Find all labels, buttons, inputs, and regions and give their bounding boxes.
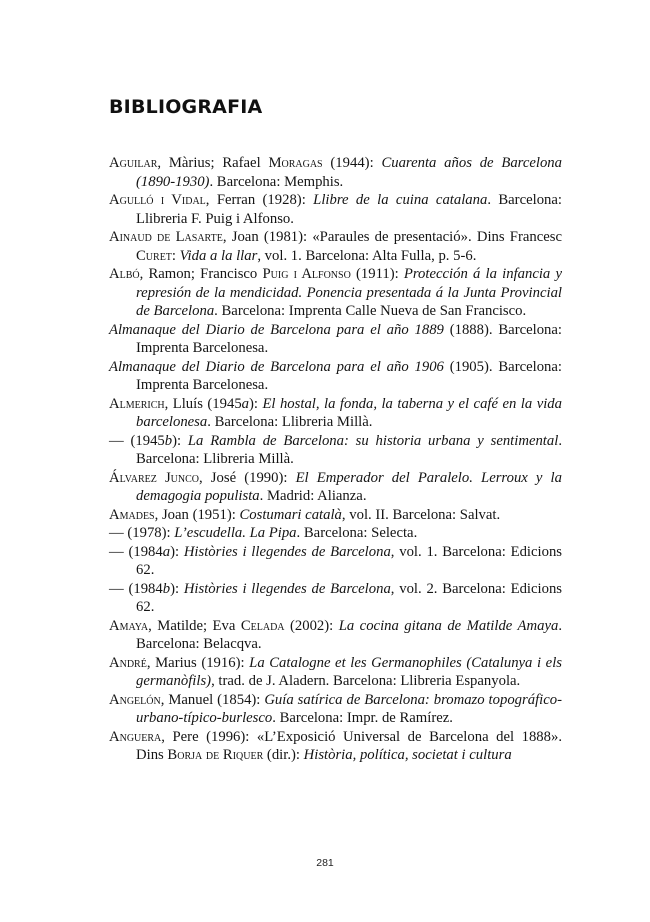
- entry-text: (1905). Barcelona: Imprenta Barcelonesa.: [136, 358, 562, 393]
- entry-text: (dir.):: [263, 747, 304, 763]
- bibliography-entry: [109, 395, 562, 432]
- author-name: André: [109, 654, 147, 671]
- page-title: BIBLIOGRAFIA: [109, 96, 263, 118]
- italic-title: a: [162, 543, 171, 560]
- author-name: Albó: [109, 266, 140, 282]
- entry-text: . Barcelona: Impr. de Ramírez.: [272, 710, 453, 726]
- bibliography-entry: [109, 321, 562, 358]
- entry-text: — (1984: [109, 580, 163, 597]
- bibliography-entry: [109, 524, 562, 543]
- entry-text: , Lluís (1945: [164, 395, 242, 412]
- author-name: Ainaud de Lasarte: [109, 229, 223, 245]
- bibliography-entry: [109, 543, 562, 580]
- bibliography-entry: [109, 506, 562, 525]
- italic-title: Almanaque del Diario de Barcelona para el año 1889: [109, 321, 444, 338]
- bibliography-entry: [109, 191, 562, 228]
- entry-text: , Ferran (1928):: [205, 192, 314, 208]
- italic-title: L’escudella. La Pipa: [174, 525, 297, 541]
- bibliography-entry: [109, 228, 562, 265]
- author-name: Anguera: [109, 728, 162, 745]
- entry-text: — (1984: [109, 543, 163, 560]
- italic-title: Guía satírica de Barcelona: bromazo topográfico-urbano-típico-burlesco: [136, 691, 562, 726]
- italic-title: Històries i llegendes de Barcelona: [183, 543, 391, 560]
- bibliography-entry: [109, 728, 562, 765]
- italic-title: Cuarenta años de Barcelona (1890-1930): [136, 155, 562, 190]
- entry-text: , vol. 1. Barcelona: Edicions 62.: [136, 543, 562, 578]
- bibliography-entry: [109, 691, 562, 728]
- entry-text: , Joan (1951):: [154, 506, 240, 523]
- bibliography-entry: [109, 358, 562, 395]
- bibliography-list: [109, 154, 562, 765]
- entry-text: (2002):: [284, 617, 339, 634]
- entry-text: (1911):: [350, 266, 404, 282]
- entry-text: , trad. de J. Aladern. Barcelona: Llibreria Espanyola.: [211, 673, 521, 689]
- entry-text: — (1945: [109, 432, 165, 449]
- entry-text: . Barcelona: Selecta.: [296, 525, 418, 541]
- italic-title: a: [241, 395, 250, 412]
- entry-text: , Joan (1981): «Paraules de presentació». Dins Francesc: [222, 229, 562, 245]
- author-name: Almerich: [109, 395, 165, 412]
- entry-text: ):: [170, 580, 184, 597]
- italic-title: Història, política, societat i cultura: [303, 747, 512, 763]
- italic-title: Protección á la infancia y represión de la mendicidad. Ponencia presentada á la Junta Provincial de Barcelona: [136, 266, 562, 319]
- entry-text: ):: [172, 432, 188, 449]
- author-name: Borja de Riquer: [167, 747, 264, 763]
- author-name: Agulló i Vidal: [109, 192, 206, 208]
- entry-text: , Marius (1916):: [146, 654, 250, 671]
- page-number: 281: [316, 857, 334, 869]
- italic-title: El hostal, la fonda, la taberna y el café en la vida barcelonesa: [136, 395, 562, 430]
- entry-text: , Màrius; Rafael: [157, 155, 269, 171]
- italic-title: Costumari català: [239, 506, 342, 523]
- entry-text: , vol. 2. Barcelona: Edicions 62.: [136, 580, 562, 615]
- entry-text: , Pere (1996): «L’Exposició Universal de Barcelona del 1888». Dins: [136, 728, 562, 763]
- bibliography-entry: [109, 432, 562, 469]
- author-name: Amades: [109, 506, 155, 523]
- italic-title: Llibre de la cuina catalana: [313, 192, 488, 208]
- author-name: Amaya: [109, 617, 149, 634]
- author-name: Angelón: [109, 691, 161, 708]
- bibliography-entry: [109, 617, 562, 654]
- italic-title: b: [162, 580, 171, 597]
- entry-text: . Madrid: Alianza.: [259, 488, 367, 504]
- author-name: Curet: [136, 247, 172, 264]
- author-name: Moragas: [268, 155, 323, 171]
- entry-text: , Matilde; Eva: [148, 617, 241, 634]
- italic-title: Històries i llegendes de Barcelona: [183, 580, 391, 597]
- entry-text: . Barcelona: Imprenta Calle Nueva de San Francisco.: [214, 303, 527, 319]
- entry-text: , vol. II. Barcelona: Salvat.: [341, 506, 501, 523]
- entry-text: . Barcelona: Memphis.: [209, 173, 344, 190]
- entry-text: :: [171, 247, 180, 264]
- italic-title: Vida a la llar: [179, 247, 258, 264]
- author-name: Álvarez Junco: [109, 469, 200, 486]
- entry-text: , vol. 1. Barcelona: Alta Fulla, p. 5-6.: [257, 247, 477, 264]
- bibliography-entry: [109, 265, 562, 321]
- entry-text: , Ramon; Francisco: [139, 266, 263, 282]
- italic-title: Almanaque del Diario de Barcelona para el año 1906: [109, 358, 444, 375]
- entry-text: (1888). Barcelona: Imprenta Barcelonesa.: [136, 321, 562, 356]
- italic-title: La Rambla de Barcelona: su historia urbana y sentimental: [187, 432, 559, 449]
- bibliography-entry: [109, 654, 562, 691]
- author-name: Puig i Alfonso: [262, 266, 351, 282]
- entry-text: , Manuel (1854):: [160, 691, 265, 708]
- entry-text: . Barcelona: Belacqva.: [136, 617, 562, 652]
- bibliography-entry: [109, 580, 562, 617]
- entry-text: — (1978):: [109, 525, 175, 541]
- entry-text: . Barcelona: Llibreria Millà.: [136, 432, 562, 467]
- italic-title: El Emperador del Paralelo. Lerroux y la demagogia populista: [136, 469, 562, 504]
- italic-title: La cocina gitana de Matilde Amaya: [338, 617, 559, 634]
- author-name: Aguilar: [109, 155, 158, 171]
- author-name: Celada: [240, 617, 285, 634]
- entry-text: . Barcelona: Llibreria Millà.: [207, 414, 373, 430]
- entry-text: ):: [249, 395, 263, 412]
- bibliography-entry: [109, 154, 562, 191]
- italic-title: b: [164, 432, 173, 449]
- entry-text: ):: [170, 543, 184, 560]
- entry-text: , José (1990):: [199, 469, 296, 486]
- bibliography-entry: [109, 469, 562, 506]
- italic-title: La Catalogne et les Germanophiles (Catalunya i els germanòfils): [136, 654, 562, 689]
- entry-text: . Barcelona: Llibreria F. Puig i Alfonso.: [136, 192, 562, 227]
- entry-text: (1944):: [322, 155, 382, 171]
